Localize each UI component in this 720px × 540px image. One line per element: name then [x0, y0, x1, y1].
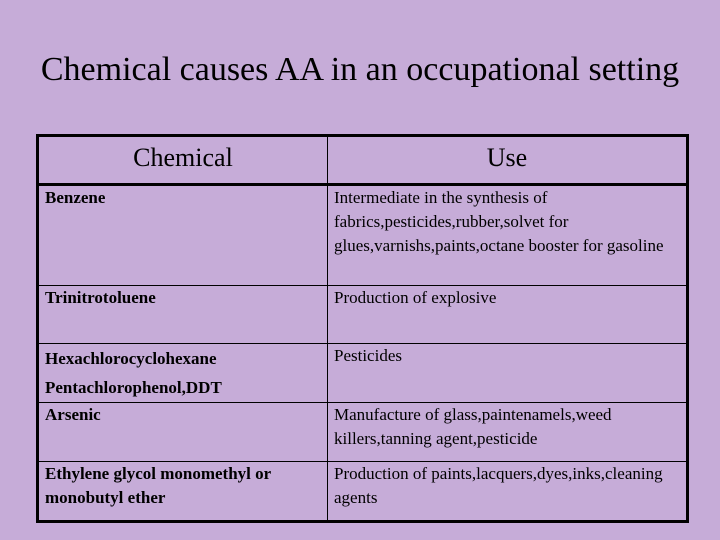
chemical-cell — [38, 185, 328, 286]
chemical-cell — [38, 344, 328, 403]
slide-title: Chemical causes AA in an occupational setting — [40, 51, 680, 88]
column-header-use: Use — [328, 136, 688, 185]
chemical-name: Trinitrotoluene — [45, 288, 156, 307]
use-cell: Manufacture of glass,paintenamels,weed killers,tanning agent,pesticide — [328, 403, 688, 462]
chemical-cell — [38, 286, 328, 344]
table-row — [38, 286, 688, 344]
chemical-name: Benzene — [45, 188, 106, 207]
use-cell: Pesticides — [328, 344, 688, 403]
chemical-name: Ethylene glycol monomethyl or monobutyl ether — [45, 464, 271, 507]
column-header-chemical: Chemical — [38, 136, 328, 185]
chemical-name: Hexachlorocyclohexane — [45, 349, 217, 368]
chemical-cell — [38, 403, 328, 462]
use-cell: Production of paints,lacquers,dyes,inks,cleaning agents — [328, 462, 688, 522]
table-row — [38, 344, 688, 403]
chemical-name: Pentachlorophenol,DDT — [45, 378, 222, 397]
chemical-cell — [38, 462, 328, 522]
table-row — [38, 403, 688, 462]
table-header-row — [38, 136, 688, 185]
use-cell: Intermediate in the synthesis of fabrics,pesticides,rubber,solvet for glues,varnishs,paints,octane booster for gasoline — [328, 185, 688, 286]
table-row — [38, 462, 688, 522]
table-row — [38, 185, 688, 286]
chemical-use-table — [36, 134, 686, 523]
chemical-name: Arsenic — [45, 405, 101, 424]
use-cell: Production of explosive — [328, 286, 688, 344]
